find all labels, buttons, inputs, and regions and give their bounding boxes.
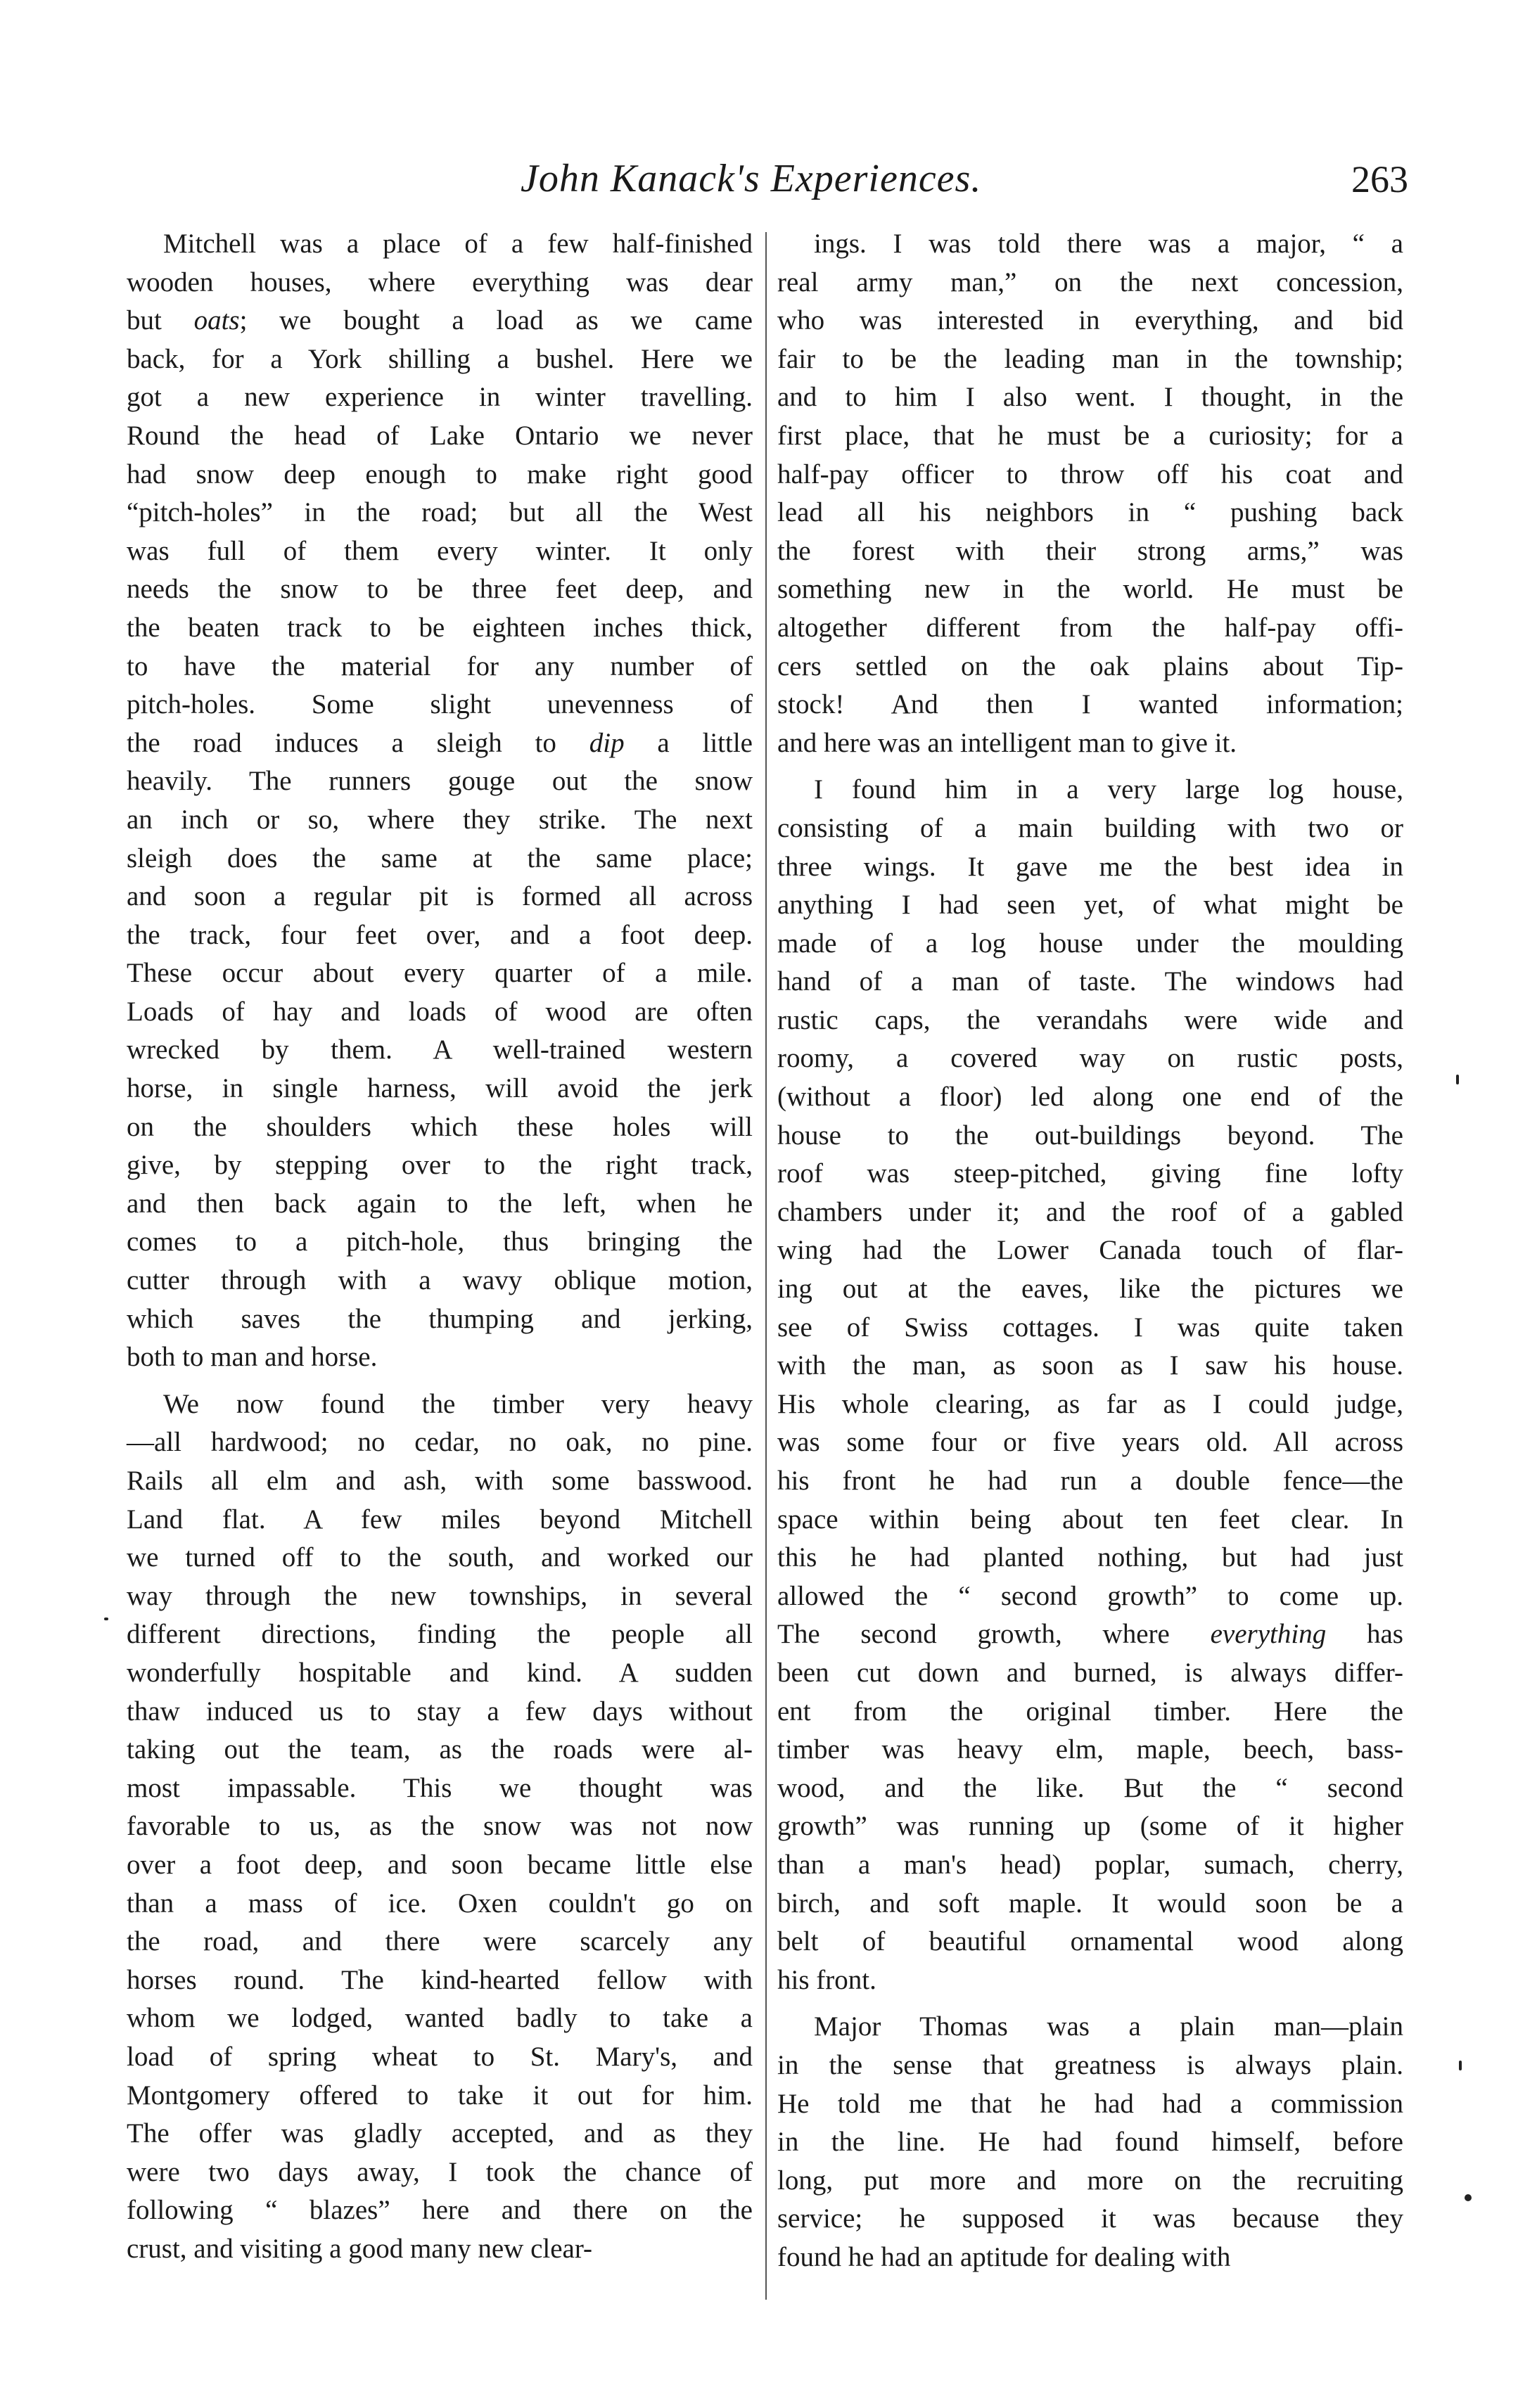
text-line: the forest with their strong arms,” was <box>777 535 1403 566</box>
text-line: give, by stepping over to the right track, <box>127 1150 753 1181</box>
text-line: Montgomery offered to take it out for him. <box>127 2080 753 2111</box>
text-line: cers settled on the oak plains about Tip- <box>777 651 1403 681</box>
text-line: pitch-holes. Some slight unevenness of <box>127 689 753 720</box>
text-line: favorable to us, as the snow was not now <box>127 1811 753 1842</box>
paragraph <box>127 225 753 1377</box>
text-line: but oats; we bought a load as we came <box>127 305 753 336</box>
text-line: consisting of a main building with two or <box>777 812 1403 843</box>
text-line: —all hardwood; no cedar, no oak, no pine. <box>127 1427 753 1458</box>
text-line: (without a floor) led along one end of the <box>777 1082 1403 1113</box>
margin-speck <box>1459 2061 1462 2070</box>
text-line: way through the new townships, in several <box>127 1580 753 1611</box>
text-line: I found him in a very large log house, <box>814 774 1403 805</box>
text-line: Rails all elm and ash, with some basswood. <box>127 1466 753 1496</box>
text-line: space within being about ten feet clear. In <box>777 1504 1403 1535</box>
text-line: Round the head of Lake Ontario we never <box>127 420 753 451</box>
text-line: allowed the “ second growth” to come up. <box>777 1580 1403 1611</box>
text-line: ent from the original timber. Here the <box>777 1696 1403 1727</box>
margin-speck <box>104 1618 108 1620</box>
text-line: anything I had seen yet, of what might be <box>777 890 1403 921</box>
text-line: been cut down and burned, is always differ- <box>777 1657 1403 1688</box>
text-line: ings. I was told there was a major, “ a <box>814 229 1403 259</box>
text-line: roomy, a covered way on rustic posts, <box>777 1043 1403 1074</box>
text-line: ing out at the eaves, like the pictures we <box>777 1274 1403 1305</box>
text-line: the beaten track to be eighteen inches thick, <box>127 612 753 643</box>
text-line: roof was steep-pitched, giving fine lofty <box>777 1158 1403 1189</box>
text-line: to have the material for any number of <box>127 651 753 681</box>
running-title: John Kanack's Experiences. <box>521 157 982 200</box>
paragraph <box>777 225 1403 762</box>
text-line: three wings. It gave me the best idea in <box>777 851 1403 882</box>
text-line: this he had planted nothing, but had just <box>777 1542 1403 1573</box>
text-line: his front. <box>777 1964 876 1995</box>
text-line: crust, and visiting a good many new clear- <box>127 2233 593 2264</box>
text-line: horse, in single harness, will avoid the jerk <box>127 1073 753 1104</box>
text-line: was some four or five years old. All across <box>777 1427 1403 1458</box>
text-line: most impassable. This we thought was <box>127 1772 753 1803</box>
text-line: real army man,” on the next concession, <box>777 267 1403 297</box>
text-line: and then back again to the left, when he <box>127 1188 753 1219</box>
text-line: rustic caps, the verandahs were wide and <box>777 1004 1403 1035</box>
text-line: had snow deep enough to make right good <box>127 459 753 489</box>
text-line: wooden houses, where everything was dear <box>127 267 753 297</box>
text-line: wood, and the like. But the “ second <box>777 1772 1403 1803</box>
column-divider <box>765 232 767 2300</box>
text-line: first place, that he must be a curiosity; for a <box>777 420 1403 451</box>
text-line: half-pay officer to throw off his coat and <box>777 459 1403 489</box>
page-number: 263 <box>1351 158 1408 200</box>
paragraph <box>777 771 1403 1999</box>
text-line: cutter through with a wavy oblique motion, <box>127 1265 753 1296</box>
text-line: something new in the world. He must be <box>777 574 1403 605</box>
text-line: comes to a pitch-hole, thus bringing the <box>127 1227 753 1257</box>
text-line: and to him I also went. I thought, in the <box>777 382 1403 413</box>
text-line: and soon a regular pit is formed all across <box>127 881 753 912</box>
paragraph <box>127 1385 753 2269</box>
text-line: in the sense that greatness is always plain. <box>777 2049 1403 2080</box>
text-line: than a man's head) poplar, sumach, cherry, <box>777 1849 1403 1880</box>
text-line: The second growth, where everything has <box>777 1619 1403 1650</box>
text-line: found he had an aptitude for dealing with <box>777 2241 1231 2272</box>
text-line: on the shoulders which these holes will <box>127 1111 753 1142</box>
text-line: lead all his neighbors in “ pushing back <box>777 497 1403 528</box>
text-line: than a mass of ice. Oxen couldn't go on <box>127 1888 753 1919</box>
text-line: back, for a York shilling a bushel. Here we <box>127 343 753 374</box>
text-line: Mitchell was a place of a few half-finished <box>163 229 753 259</box>
text-line: made of a log house under the moulding <box>777 928 1403 959</box>
text-line: service; he supposed it was because they <box>777 2203 1403 2234</box>
text-line: Major Thomas was a plain man—plain <box>814 2011 1403 2042</box>
text-line: in the line. He had found himself, before <box>777 2127 1403 2158</box>
text-line: thaw induced us to stay a few days without <box>127 1696 753 1727</box>
text-line: see of Swiss cottages. I was quite taken <box>777 1312 1403 1343</box>
text-line: the road, and there were scarcely any <box>127 1926 753 1957</box>
text-line: long, put more and more on the recruiting <box>777 2165 1403 2196</box>
text-line: stock! And then I wanted information; <box>777 689 1403 720</box>
text-line: and here was an intelligent man to give it. <box>777 727 1237 758</box>
text-line: horses round. The kind-hearted fellow with <box>127 1964 753 1995</box>
text-line: house to the out-buildings beyond. The <box>777 1120 1403 1151</box>
text-line: we turned off to the south, and worked our <box>127 1542 753 1573</box>
text-line: were two days away, I took the chance of <box>127 2156 753 2187</box>
text-line: the road induces a sleigh to dip a little <box>127 727 753 758</box>
text-line: was full of them every winter. It only <box>127 535 753 566</box>
text-line: His whole clearing, as far as I could judge, <box>777 1388 1403 1419</box>
text-line: wrecked by them. A well-trained western <box>127 1035 753 1065</box>
text-line: birch, and soft maple. It would soon be a <box>777 1888 1403 1919</box>
text-line: chambers under it; and the roof of a gabled <box>777 1196 1403 1227</box>
text-line: an inch or so, where they strike. The next <box>127 804 753 835</box>
text-line: whom we lodged, wanted badly to take a <box>127 2003 753 2034</box>
text-line: He told me that he had had a commission <box>777 2088 1403 2119</box>
text-line: taking out the team, as the roads were al- <box>127 1734 753 1765</box>
text-line: Loads of hay and loads of wood are often <box>127 996 753 1027</box>
text-line: his front he had run a double fence—the <box>777 1466 1403 1496</box>
margin-speck <box>1465 2194 1472 2201</box>
text-line: heavily. The runners gouge out the snow <box>127 766 753 797</box>
text-line: the track, four feet over, and a foot deep. <box>127 919 753 950</box>
text-line: fair to be the leading man in the township; <box>777 343 1403 374</box>
margin-speck <box>1456 1075 1459 1084</box>
text-line: growth” was running up (some of it higher <box>777 1811 1403 1842</box>
text-line: load of spring wheat to St. Mary's, and <box>127 2041 753 2072</box>
text-line: We now found the timber very heavy <box>163 1388 753 1419</box>
text-line: belt of beautiful ornamental wood along <box>777 1926 1403 1957</box>
text-line: “pitch-holes” in the road; but all the West <box>127 497 753 528</box>
text-line: both to man and horse. <box>127 1342 378 1373</box>
text-column-left <box>127 225 753 2268</box>
text-line: Land flat. A few miles beyond Mitchell <box>127 1504 753 1535</box>
paragraph <box>777 2008 1403 2276</box>
text-line: with the man, as soon as I saw his house. <box>777 1350 1403 1381</box>
text-line: sleigh does the same at the same place; <box>127 843 753 873</box>
text-line: who was interested in everything, and bid <box>777 305 1403 336</box>
text-line: got a new experience in winter travelling. <box>127 382 753 413</box>
text-column-right <box>777 225 1403 2276</box>
text-line: wing had the Lower Canada touch of flar- <box>777 1235 1403 1266</box>
text-line: The offer was gladly accepted, and as they <box>127 2118 753 2149</box>
text-line: hand of a man of taste. The windows had <box>777 966 1403 997</box>
text-line: timber was heavy elm, maple, beech, bass- <box>777 1734 1403 1765</box>
text-line: following “ blazes” here and there on the <box>127 2195 753 2226</box>
text-line: which saves the thumping and jerking, <box>127 1303 753 1334</box>
text-line: different directions, finding the people all <box>127 1619 753 1650</box>
text-line: These occur about every quarter of a mile. <box>127 958 753 989</box>
text-line: altogether different from the half-pay offi- <box>777 612 1403 643</box>
text-line: over a foot deep, and soon became little else <box>127 1849 753 1880</box>
text-line: wonderfully hospitable and kind. A sudden <box>127 1657 753 1688</box>
text-line: needs the snow to be three feet deep, and <box>127 574 753 605</box>
